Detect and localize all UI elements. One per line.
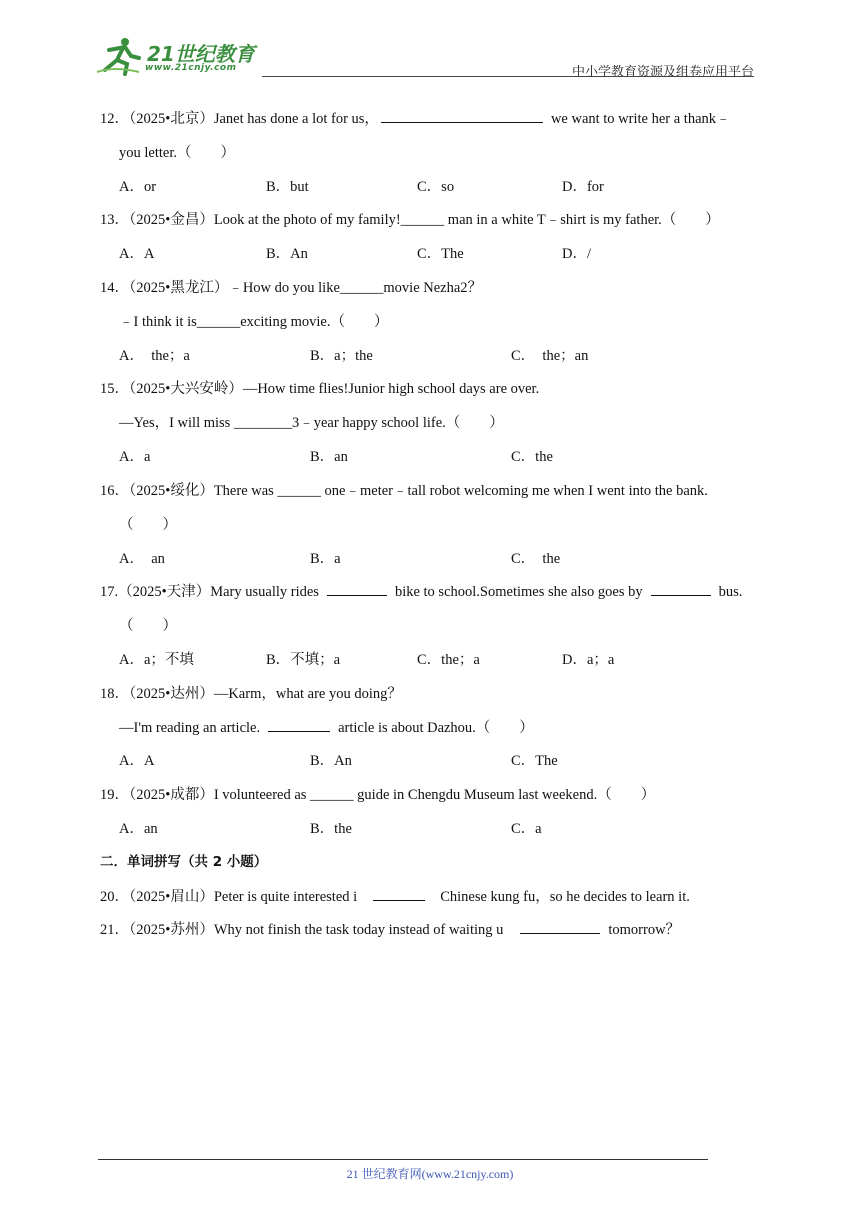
question-number: 18． bbox=[100, 686, 129, 702]
page-header bbox=[0, 0, 860, 80]
option-c: C．the bbox=[511, 449, 553, 465]
question-source: （2025•绥化） bbox=[129, 483, 214, 499]
footer-text: 21 世纪教育网(www.21cnjy.com) bbox=[346, 1167, 514, 1181]
question-text: ﹣How do you like______movie Nezha2？ bbox=[228, 280, 483, 296]
option-d: D．a；a bbox=[562, 652, 615, 668]
question-number: 13． bbox=[100, 212, 129, 228]
question-16-stem bbox=[100, 479, 708, 500]
question-text: bus. bbox=[718, 584, 743, 600]
question-20-stem bbox=[100, 885, 690, 906]
option-b: B．An bbox=[266, 246, 308, 262]
question-text: —I'm reading an article. bbox=[119, 720, 261, 736]
option-d: D．for bbox=[562, 179, 604, 195]
question-12-stem-cont: you letter.（ ） bbox=[119, 145, 235, 161]
answer-blank bbox=[327, 581, 387, 596]
question-17-stem-cont: （ ） bbox=[119, 618, 177, 634]
answer-blank bbox=[268, 717, 330, 732]
option-b: B．the bbox=[310, 821, 352, 837]
header-divider bbox=[262, 76, 754, 77]
question-19-stem bbox=[100, 783, 655, 804]
question-source: （2025•天津） bbox=[118, 584, 211, 600]
option-c: C． the；an bbox=[511, 348, 589, 364]
option-a: A． the；a bbox=[119, 348, 190, 364]
question-source: （2025•苏州） bbox=[129, 922, 214, 938]
question-number: 16． bbox=[100, 483, 129, 499]
option-c: C．a bbox=[511, 821, 542, 837]
question-17-stem bbox=[100, 580, 742, 601]
question-source: （2025•金昌） bbox=[129, 212, 214, 228]
question-18-stem-cont bbox=[119, 716, 534, 737]
option-d: D．/ bbox=[562, 246, 591, 262]
option-b: B．but bbox=[266, 179, 309, 195]
question-source: （2025•黑龙江） bbox=[129, 280, 229, 296]
question-text: Look at the photo of my family!______ man in a white T﹣shirt is my father.（ ） bbox=[213, 212, 720, 228]
question-source: （2025•成都） bbox=[129, 787, 214, 803]
option-c: C．The bbox=[511, 753, 558, 769]
question-source: （2025•大兴安岭） bbox=[129, 381, 243, 397]
question-21-stem bbox=[100, 918, 680, 939]
question-number: 12． bbox=[100, 111, 129, 127]
logo-text: 21世纪教育 bbox=[147, 42, 255, 66]
question-text: bike to school.Sometimes she also goes by bbox=[394, 584, 643, 600]
option-a: A．A bbox=[119, 753, 155, 769]
question-text: Peter is quite interested i bbox=[213, 889, 358, 905]
question-text: I volunteered as ______ guide in Chengdu Museum last weekend.（ ） bbox=[213, 787, 656, 803]
footer-divider bbox=[98, 1159, 708, 1160]
question-number: 14． bbox=[100, 280, 129, 296]
question-source: （2025•北京） bbox=[129, 111, 214, 127]
question-13-stem bbox=[100, 208, 720, 229]
question-number: 21． bbox=[100, 922, 129, 938]
question-text: —How time flies!Junior high school days are over. bbox=[242, 381, 540, 397]
answer-blank bbox=[520, 919, 600, 934]
question-text: There was ______ one﹣meter﹣tall robot welcoming me when I went into the bank. bbox=[213, 483, 708, 499]
question-text: Mary usually rides bbox=[210, 584, 319, 600]
option-c: C．The bbox=[417, 246, 464, 262]
question-number: 20． bbox=[100, 889, 129, 905]
question-text: tomorrow？ bbox=[608, 922, 681, 938]
question-source: （2025•达州） bbox=[129, 686, 214, 702]
question-15-stem bbox=[100, 377, 539, 398]
question-text: Why not finish the task today instead of waiting u bbox=[213, 922, 504, 938]
option-a: A． an bbox=[119, 551, 165, 567]
option-c: C．the；a bbox=[417, 652, 480, 668]
question-text: Janet has done a lot for us， bbox=[213, 111, 379, 127]
option-a: A．A bbox=[119, 246, 155, 262]
answer-blank bbox=[651, 581, 711, 596]
option-b: B．a；the bbox=[310, 348, 373, 364]
question-15-stem-cont: —Yes，I will miss ________3﹣year happy school life.（ ） bbox=[119, 415, 504, 431]
option-b: B．不填；a bbox=[266, 652, 341, 668]
question-text: we want to write her a thank﹣ bbox=[550, 111, 731, 127]
option-c: C．so bbox=[417, 179, 455, 195]
runner-logo-icon bbox=[95, 36, 145, 76]
option-a: A．an bbox=[119, 821, 158, 837]
option-a: A．a；不填 bbox=[119, 652, 194, 668]
option-a: A．a bbox=[119, 449, 151, 465]
option-c: C． the bbox=[511, 551, 561, 567]
question-text: article is about Dazhou.（ ） bbox=[338, 720, 534, 736]
question-text: —Karm，what are you doing？ bbox=[213, 686, 402, 702]
platform-title: 中小学教育资源及组卷应用平台 bbox=[571, 65, 754, 80]
question-14-stem-cont: ﹣I think it is______exciting movie.（ ） bbox=[119, 314, 389, 330]
question-number: 15． bbox=[100, 381, 129, 397]
question-source: （2025•眉山） bbox=[129, 889, 214, 905]
question-16-stem-cont: （ ） bbox=[119, 517, 177, 533]
question-18-stem bbox=[100, 682, 402, 703]
section-title: 二．单词拼写（共 2 小题） bbox=[100, 854, 268, 870]
logo bbox=[95, 36, 265, 78]
question-12-stem bbox=[100, 107, 731, 128]
question-text: Chinese kung fu，so he decides to learn it. bbox=[440, 889, 690, 905]
question-number: 19． bbox=[100, 787, 129, 803]
logo-url: www.21cnjy.com bbox=[145, 63, 237, 73]
option-b: B．An bbox=[310, 753, 352, 769]
question-14-stem bbox=[100, 276, 482, 297]
option-a: A．or bbox=[119, 179, 157, 195]
option-b: B．an bbox=[310, 449, 348, 465]
option-b: B．a bbox=[310, 551, 341, 567]
answer-blank bbox=[373, 886, 425, 901]
answer-blank bbox=[381, 108, 543, 123]
question-number: 17. bbox=[100, 584, 119, 600]
